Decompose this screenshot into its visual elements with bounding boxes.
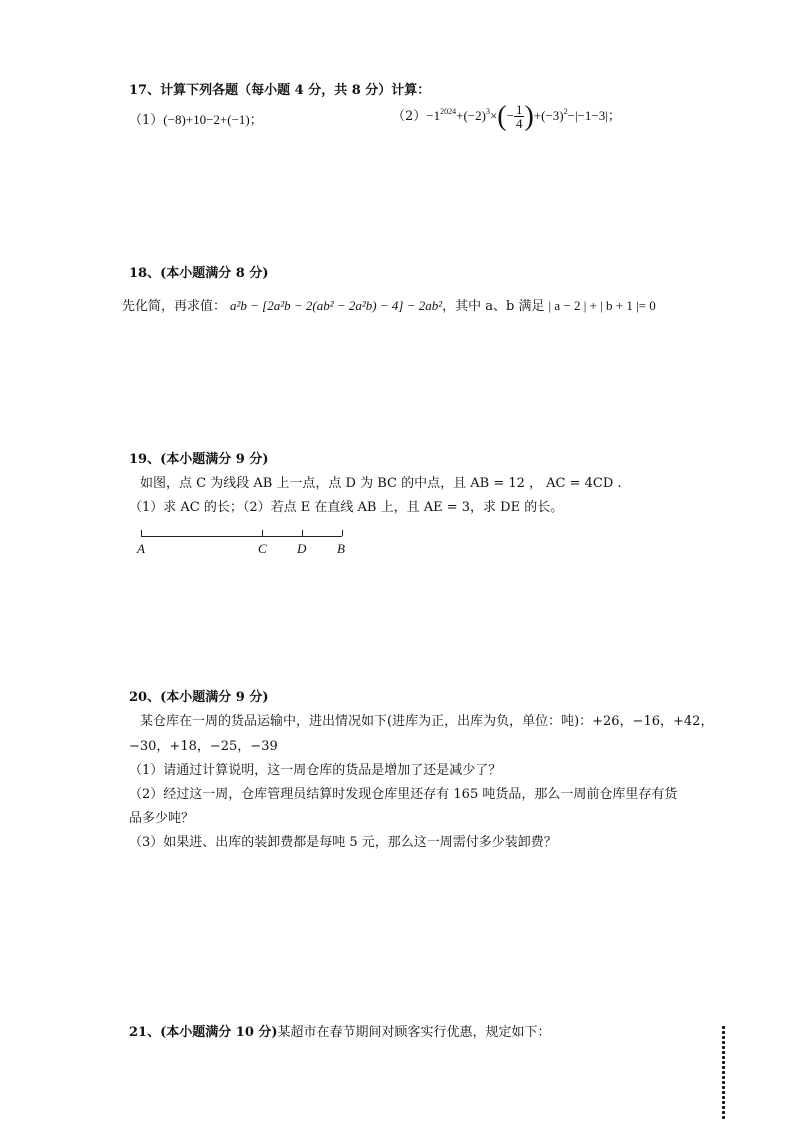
q17-part1-expr: (−8)+10−2+(−1)； bbox=[163, 112, 263, 127]
q18-expression: a²b − [2a²b − 2(ab² − 2a²b) − 4] − 2ab² bbox=[230, 298, 443, 313]
q17-part2-d: +(−3) bbox=[533, 107, 564, 123]
q20-title: 20、(本小题满分 9 分) bbox=[129, 690, 269, 705]
q17-part2-label: （2） bbox=[392, 108, 427, 124]
q17-part2-exp2: 3 bbox=[485, 106, 490, 116]
binding-dot bbox=[722, 1066, 725, 1069]
q17-fraction bbox=[514, 103, 525, 131]
binding-dot bbox=[722, 1096, 725, 1099]
binding-dot bbox=[722, 1031, 725, 1034]
binding-dot bbox=[722, 1086, 725, 1089]
q19-line1: 如图，点 C 为线段 AB 上一点，点 D 为 BC 的中点，且 AB = 12 ， AC = 4CD . bbox=[140, 476, 622, 491]
binding-dot bbox=[722, 1106, 725, 1109]
label-d: D bbox=[297, 541, 307, 556]
q20-sub3: （3）如果进、出库的装卸费都是每吨 5 元，那么这一周需付多少装卸费？ bbox=[129, 835, 557, 850]
q17-part2-e: −|−1−3|； bbox=[567, 107, 621, 123]
binding-dot bbox=[722, 1056, 725, 1059]
segment-ab bbox=[141, 536, 342, 537]
tick-a bbox=[141, 530, 142, 536]
q18-prefix: 先化简，再求值： bbox=[122, 299, 227, 314]
q20-sub1: （1）请通过计算说明，这一周仓库的货品是增加了还是减少了？ bbox=[129, 763, 502, 778]
label-a: A bbox=[137, 541, 145, 556]
q17-part2-exp1: 2024 bbox=[440, 106, 457, 116]
binding-dot bbox=[722, 1036, 725, 1039]
label-c: C bbox=[258, 541, 267, 556]
tick-c bbox=[262, 530, 263, 536]
q17-frac-num: 1 bbox=[515, 101, 523, 117]
q17-part1 bbox=[129, 112, 263, 129]
tick-b bbox=[342, 530, 343, 536]
tick-d bbox=[302, 530, 303, 536]
q20-intro1: 某仓库在一周的货品运输中，进出情况如下(进库为正，出库为负，单位：吨)：+26，−16，+42， bbox=[140, 714, 714, 729]
q21-text: 某超市在春节期间对顾客实行优惠，规定如下： bbox=[277, 1025, 551, 1040]
binding-dot bbox=[722, 1046, 725, 1049]
binding-dot bbox=[722, 1026, 725, 1029]
binding-dot bbox=[722, 1051, 725, 1054]
q20-sub2a: （2）经过这一周，仓库管理员结算时发现仓库里还存有 165 吨货品，那么一周前仓库里存有货 bbox=[129, 787, 678, 802]
q20-sub2b: 品多少吨？ bbox=[129, 811, 195, 826]
binding-dot bbox=[722, 1116, 725, 1119]
close-paren: ) bbox=[524, 101, 534, 132]
q18-condition: | a − 2 | + | b + 1 |= 0 bbox=[548, 298, 656, 313]
q17-part1-label: （1） bbox=[129, 113, 164, 128]
q18-body bbox=[122, 298, 656, 315]
q19-line2: （1）求 AC 的长；（2）若点 E 在直线 AB 上，且 AE = 3，求 DE 的长。 bbox=[129, 500, 564, 515]
q18-title: 18、(本小题满分 8 分) bbox=[129, 266, 269, 281]
q18-mid: ，其中 a、b 满足 bbox=[442, 299, 545, 314]
q17-part2-exp3: 2 bbox=[563, 106, 568, 116]
q21-line bbox=[129, 1025, 551, 1041]
binding-dot bbox=[722, 1101, 725, 1104]
binding-dot bbox=[722, 1081, 725, 1084]
q17-part2-a: −1 bbox=[426, 107, 441, 123]
q17-title: 17、计算下列各题（每小题 4 分，共 8 分）计算： bbox=[129, 83, 431, 98]
binding-dot bbox=[722, 1041, 725, 1044]
q17-part2 bbox=[392, 100, 621, 134]
q21-title: 21、(本小题满分 10 分) bbox=[129, 1025, 278, 1040]
q19-title: 19、(本小题满分 9 分) bbox=[129, 452, 269, 467]
q17-part2-b: +(−2) bbox=[456, 107, 486, 123]
q17-frac-den: 4 bbox=[515, 116, 523, 132]
binding-dot bbox=[722, 1091, 725, 1094]
binding-dot bbox=[722, 1061, 725, 1064]
binding-dot bbox=[722, 1071, 725, 1074]
q20-intro2: −30，+18，−25，−39 bbox=[129, 739, 278, 754]
binding-dot bbox=[722, 1076, 725, 1079]
open-paren: ( bbox=[497, 101, 507, 132]
binding-dot bbox=[722, 1111, 725, 1114]
label-b: B bbox=[337, 541, 345, 556]
q17-part2-minus: − bbox=[506, 107, 514, 123]
q17-part2-c: × bbox=[489, 107, 498, 123]
